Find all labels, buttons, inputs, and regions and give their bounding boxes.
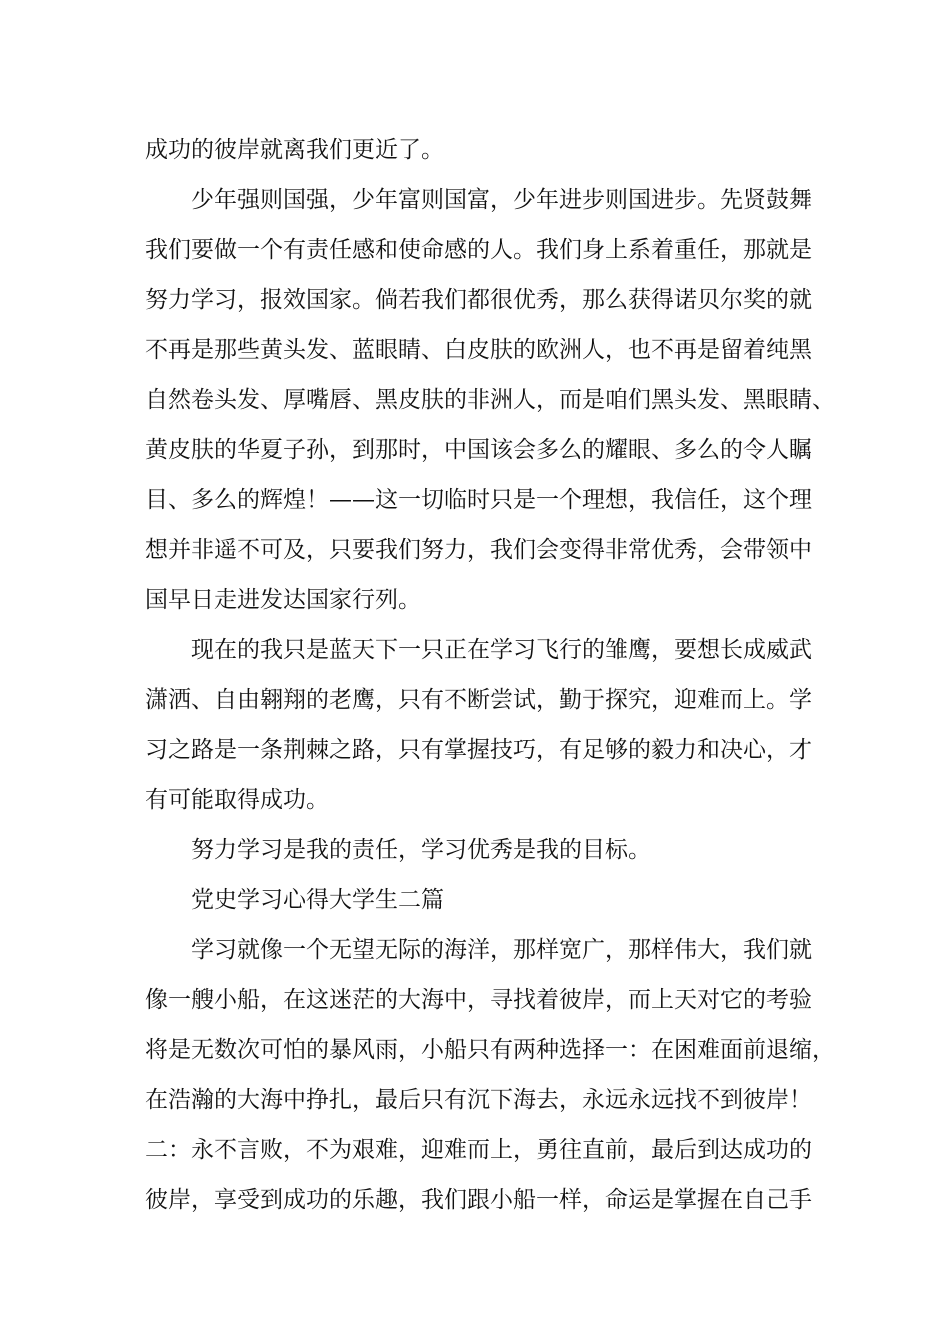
text-line-8: 目、多么的辉煌！——这一切临时只是一个理想，我信任，这个理 (145, 487, 812, 513)
text-line-15: 努力学习是我的责任，学习优秀是我的目标。 (191, 837, 651, 863)
text-line-4: 努力学习，报效国家。倘若我们都很优秀，那么获得诺贝尔奖的就 (145, 287, 812, 313)
text-line-19: 将是无数次可怕的暴风雨，小船只有两种选择一：在困难面前退缩， (145, 1037, 835, 1063)
text-line-22: 彼岸，享受到成功的乐趣，我们跟小船一样，命运是掌握在自己手 (145, 1187, 812, 1213)
text-line-7: 黄皮肤的华夏子孙，到那时，中国该会多么的耀眼、多么的令人瞩 (145, 437, 812, 463)
text-line-9: 想并非遥不可及，只要我们努力，我们会变得非常优秀，会带领中 (145, 537, 812, 563)
text-line-17: 学习就像一个无望无际的海洋，那样宽广，那样伟大，我们就 (191, 937, 812, 963)
text-line-14: 有可能取得成功。 (145, 787, 329, 813)
text-line-3: 我们要做一个有责任感和使命感的人。我们身上系着重任，那就是 (145, 237, 812, 263)
text-line-2: 少年强则国强，少年富则国富，少年进步则国进步。先贤鼓舞 (191, 187, 812, 213)
text-line-20: 在浩瀚的大海中挣扎，最后只有沉下海去，永远永远找不到彼岸！ (145, 1087, 812, 1113)
text-line-1: 成功的彼岸就离我们更近了。 (145, 137, 444, 163)
text-line-13: 习之路是一条荆棘之路，只有掌握技巧，有足够的毅力和决心，才 (145, 737, 812, 763)
text-line-11: 现在的我只是蓝天下一只正在学习飞行的雏鹰，要想长成威武 (191, 637, 812, 663)
text-line-18: 像一艘小船，在这迷茫的大海中，寻找着彼岸，而上天对它的考验 (145, 987, 812, 1013)
text-line-10: 国早日走进发达国家行列。 (145, 587, 421, 613)
text-line-21: 二：永不言败，不为艰难，迎难而上，勇往直前，最后到达成功的 (145, 1137, 812, 1163)
text-line-6: 自然卷头发、厚嘴唇、黑皮肤的非洲人，而是咱们黑头发、黑眼睛、 (145, 387, 835, 413)
text-line-5: 不再是那些黄头发、蓝眼睛、白皮肤的欧洲人，也不再是留着纯黑 (145, 337, 812, 363)
text-line-12: 潇洒、自由翱翔的老鹰，只有不断尝试，勤于探究，迎难而上。学 (145, 687, 812, 713)
section-heading: 党史学习心得大学生二篇 (191, 887, 444, 913)
